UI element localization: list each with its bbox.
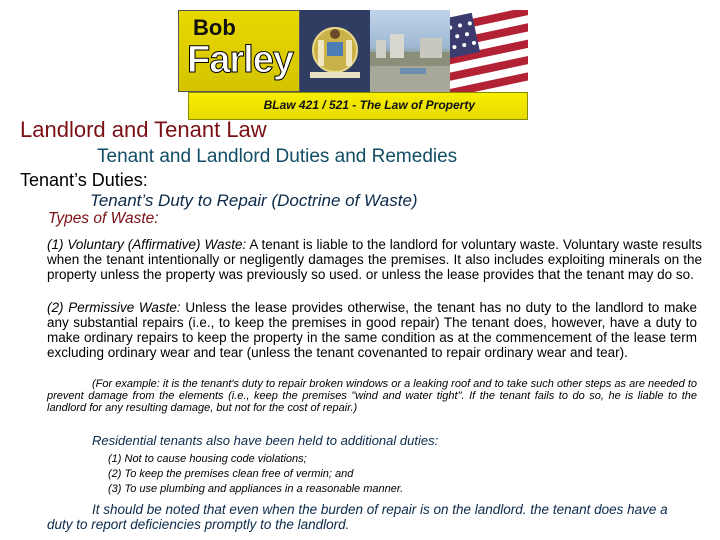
voluntary-waste-body: A tenant is liable to the landlord for voluntary waste. Voluntary waste results when the tenant intentionally or negligently damages the premises. It also includes exploiting minerals on the property unless the property was previously so used. or unless the lease provides that the tenant may do so. (47, 237, 702, 282)
permissive-waste-lead: (2) Permissive Waste: (47, 300, 181, 315)
course-banner (178, 10, 528, 110)
duty-to-repair-heading: Tenant’s Duty to Repair (Doctrine of Waste) (90, 191, 418, 210)
list-item: (3) To use plumbing and appliances in a reasonable manner. (108, 483, 404, 495)
voluntary-waste-lead: (1) Voluntary (Affirmative) Waste: (47, 237, 247, 252)
types-of-waste-heading: Types of Waste: (48, 210, 159, 227)
logo-last-name: Farley (187, 39, 293, 81)
permissive-waste-body: Unless the lease provides otherwise, the tenant has no duty to the landlord to make any substantial repairs (i.e., to keep the premises in good repair) The tenant does, however, have a duty to make ordinary repairs to keep the property in the same condition as at the commencement of the lease term excluding ordinary wear and tear (unless the tenant covenanted to repair ordinary wear and tear). (47, 300, 697, 360)
report-deficiencies-note: It should be noted that even when the burden of repair is on the landlord. the tenant does have a duty to report deficiencies promptly to the landlord. (47, 502, 668, 532)
tenant-duties-heading: Tenant’s Duties: (20, 170, 148, 190)
plaza-photo (370, 10, 450, 92)
course-strip (188, 92, 528, 120)
course-label: BLaw 421 / 521 - The Law of Property (263, 98, 475, 112)
example-paragraph: (For example: it is the tenant's duty to repair broken windows or a leaking roof and to take such other steps as are needed to prevent damage from the elements (i.e., keep the premises "wind and water tight". If the tenant fails to do so, he is liable to the landlord for any resulting damage, but not for the cost of repair.) (47, 378, 697, 414)
residential-duties-heading: Residential tenants also have been held to additional duties: (92, 433, 439, 448)
page-title: Landlord and Tenant Law (20, 117, 267, 142)
list-item: (1) Not to cause housing code violations; (108, 453, 307, 465)
list-item: (2) To keep the premises clean free of vermin; and (108, 468, 354, 480)
bob-farley-logo (178, 10, 300, 92)
residential-duties-list (108, 452, 403, 497)
logo-first-name: Bob (193, 15, 236, 40)
us-flag-image (450, 10, 528, 92)
voluntary-waste-paragraph (47, 237, 702, 282)
permissive-waste-paragraph (47, 300, 697, 360)
page-subtitle: Tenant and Landlord Duties and Remedies (97, 146, 458, 167)
state-seal-image (300, 10, 370, 92)
